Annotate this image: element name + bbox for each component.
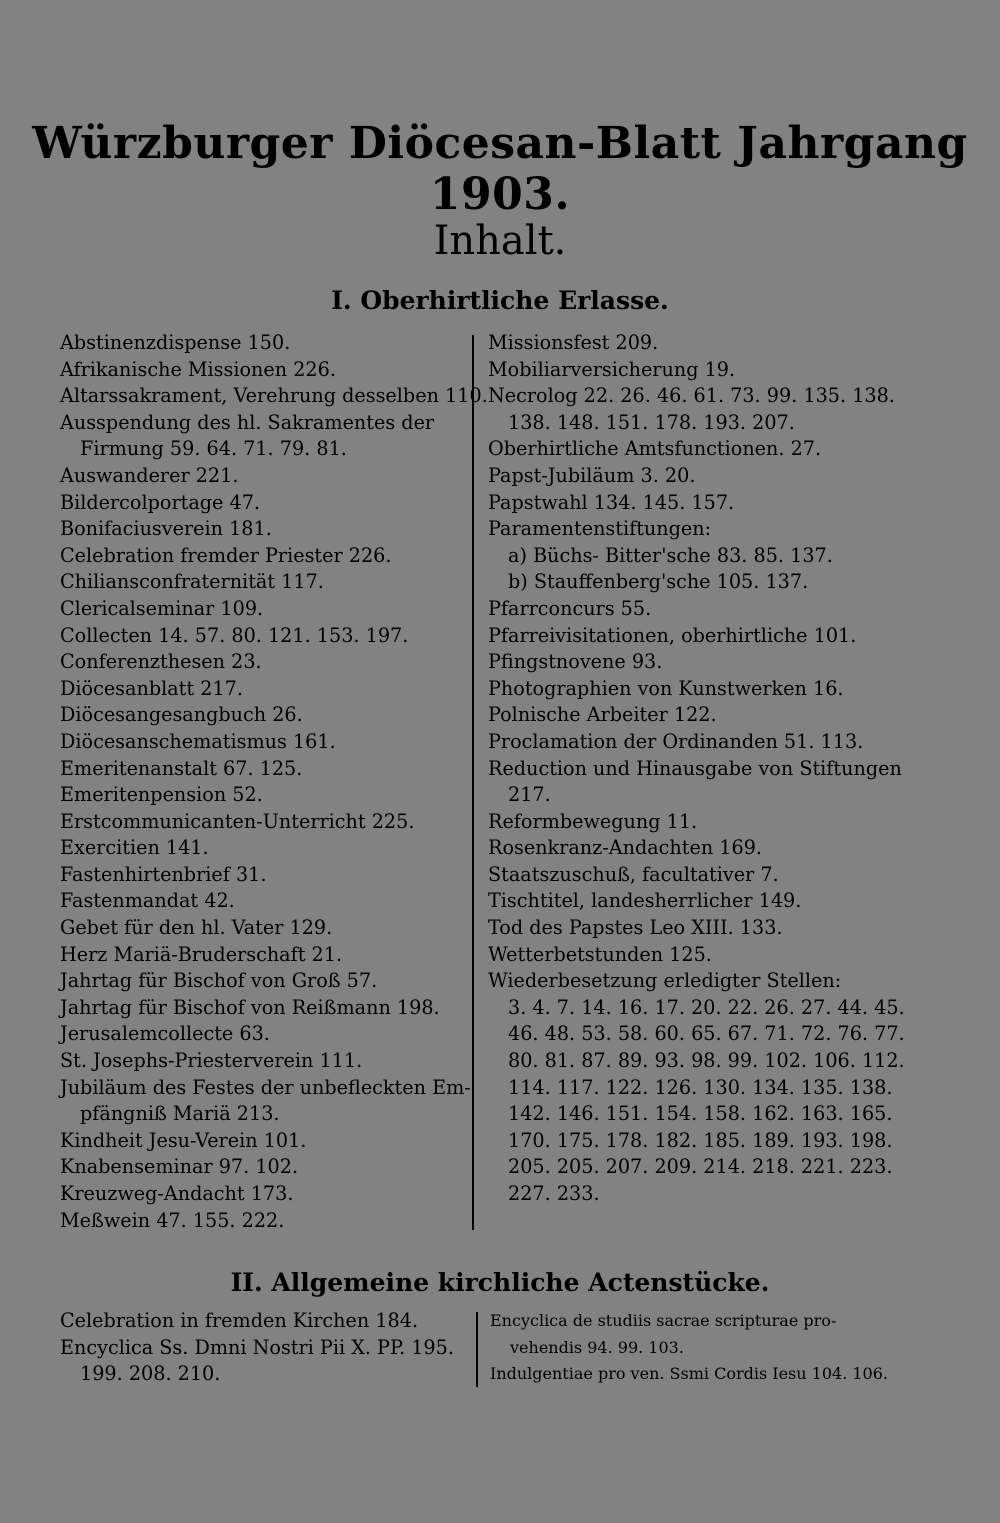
index-entry: Celebration fremder Priester 226. (60, 543, 392, 567)
index-entry: Meßwein 47. 155. 222. (60, 1208, 285, 1232)
index-entry: Celebration in fremden Kirchen 184. (60, 1309, 419, 1332)
index-entry: Abstinenzdispense 150. (60, 331, 291, 354)
index-entry: Photographien von Kunstwerken 16. (488, 676, 844, 700)
index-entry: Jahrtag für Bischof von Reißmann 198. (60, 995, 440, 1019)
index-entry: Collecten 14. 57. 80. 121. 153. 197. (60, 623, 409, 647)
index-entry: Emeritenpension 52. (60, 783, 263, 807)
index-entry: 205. 205. 207. 209. 214. 218. 221. 223. (508, 1155, 893, 1179)
index-entry: b) Stauffenberg'sche 105. 137. (508, 570, 809, 594)
index-entry: Polnische Arbeiter 122. (488, 703, 717, 727)
index-entry: Diöcesanblatt 217. (60, 676, 243, 700)
index-entry: Encyclica de studiis sacrae scripturae pro- (490, 1311, 837, 1330)
section-1-left-column (60, 330, 488, 1234)
section-2-left-column (60, 1308, 470, 1388)
index-entry: Tod des Papstes Leo XIII. 133. (488, 916, 783, 940)
index-entry: a) Büchs- Bitter'sche 83. 85. 137. (508, 543, 833, 567)
index-entry: Jubiläum des Festes der unbefleckten Em- (60, 1075, 471, 1099)
index-entry: 170. 175. 178. 182. 185. 189. 193. 198. (508, 1128, 893, 1152)
index-entry: Kreuzweg-Andacht 173. (60, 1182, 294, 1205)
index-entry: Jahrtag für Bischof von Groß 57. (60, 969, 378, 993)
index-entry: Emeritenanstalt 67. 125. (60, 756, 303, 780)
index-entry: Paramentenstiftungen: (488, 517, 712, 541)
index-entry: Wiederbesetzung erledigter Stellen: (488, 969, 842, 993)
index-entry: Wetterbetstunden 125. (488, 942, 712, 966)
index-entry: Missionsfest 209. (488, 331, 659, 354)
index-entry: 80. 81. 87. 89. 93. 98. 99. 102. 106. 112. (508, 1049, 905, 1073)
index-entry: Conferenzthesen 23. (60, 650, 262, 674)
index-entry: Ausspendung des hl. Sakramentes der (60, 410, 435, 434)
index-entry: 3. 4. 7. 14. 16. 17. 20. 22. 26. 27. 44. 45. (508, 995, 905, 1019)
index-entry: Tischtitel, landesherrlicher 149. (488, 889, 802, 913)
index-entry: Knabenseminar 97. 102. (60, 1155, 299, 1179)
index-entry: Reduction und Hinausgabe von Stiftungen (488, 756, 902, 780)
index-entry: 114. 117. 122. 126. 130. 134. 135. 138. (508, 1075, 893, 1099)
index-entry: 138. 148. 151. 178. 193. 207. (508, 410, 795, 434)
index-entry: Jerusalemcollecte 63. (60, 1022, 270, 1046)
index-entry: Fastenhirtenbrief 31. (60, 862, 267, 886)
index-entry: 46. 48. 53. 58. 60. 65. 67. 71. 72. 76. 77. (508, 1022, 905, 1046)
index-entry: St. Josephs-Priesterverein 111. (60, 1049, 363, 1073)
index-entry: Afrikanische Missionen 226. (60, 357, 336, 381)
index-entry: Pfarrconcurs 55. (488, 596, 652, 620)
index-entry: Reformbewegung 11. (488, 809, 698, 833)
index-entry: Pfingstnovene 93. (488, 650, 663, 674)
section-2-heading: II. Allgemeine kirchliche Actenstücke. (230, 1268, 770, 1297)
index-entry: Necrolog 22. 26. 46. 61. 73. 99. 135. 138. (488, 384, 895, 408)
index-entry: Diöcesanschematismus 161. (60, 729, 336, 753)
index-entry: Encyclica Ss. Dmni Nostri Pii X. PP. 195. (60, 1335, 454, 1359)
index-entry: Papstwahl 134. 145. 157. (488, 490, 735, 514)
index-entry: Exercitien 141. (60, 836, 209, 860)
index-entry: vehendis 94. 99. 103. (510, 1337, 684, 1357)
index-entry: Rosenkranz-Andachten 169. (488, 836, 763, 860)
document-title: Würzburger Diöcesan-Blatt Jahrgang 1903. (32, 118, 968, 220)
index-entry: Papst-Jubiläum 3. 20. (488, 463, 696, 487)
index-entry: Pfarreivisitationen, oberhirtliche 101. (488, 623, 857, 647)
section-1-heading: I. Oberhirtliche Erlasse. (331, 286, 669, 315)
index-entry: 217. (508, 783, 551, 807)
index-entry: Mobiliarversicherung 19. (488, 357, 736, 381)
index-entry: Herz Mariä-Bruderschaft 21. (60, 942, 343, 966)
column-divider (476, 1312, 478, 1387)
section-1-right-column (488, 330, 968, 1208)
index-entry: 227. 233. (508, 1182, 600, 1205)
index-entry: Clericalseminar 109. (60, 596, 264, 620)
index-entry: Altarssakrament, Verehrung desselben 110. (60, 384, 488, 408)
document-subtitle: Inhalt. (433, 218, 567, 264)
index-entry: Fastenmandat 42. (60, 889, 235, 913)
index-entry: Auswanderer 221. (60, 463, 239, 487)
index-entry: Bonifaciusverein 181. (60, 517, 272, 541)
index-entry: Bildercolportage 47. (60, 490, 261, 514)
index-entry: Kindheit Jesu-Verein 101. (60, 1128, 307, 1152)
index-entry: pfängniß Mariä 213. (80, 1102, 280, 1126)
index-entry: Gebet für den hl. Vater 129. (60, 916, 333, 940)
index-entry: Proclamation der Ordinanden 51. 113. (488, 729, 864, 753)
index-entry: Oberhirtliche Amtsfunctionen. 27. (488, 437, 822, 461)
index-entry: Erstcommunicanten-Unterricht 225. (60, 809, 415, 833)
index-entry: 142. 146. 151. 154. 158. 162. 163. 165. (508, 1102, 893, 1126)
column-divider (472, 335, 474, 1230)
index-entry: 199. 208. 210. (80, 1362, 221, 1386)
section-2-right-column (490, 1308, 960, 1388)
index-entry: Diöcesangesangbuch 26. (60, 703, 303, 727)
index-entry: Firmung 59. 64. 71. 79. 81. (80, 437, 347, 461)
index-entry: Staatszuschuß, facultativer 7. (488, 862, 779, 886)
index-entry: Chiliansconfraternität 117. (60, 570, 324, 594)
index-entry: Indulgentiae pro ven. Ssmi Cordis Iesu 104. 106. (490, 1364, 888, 1384)
